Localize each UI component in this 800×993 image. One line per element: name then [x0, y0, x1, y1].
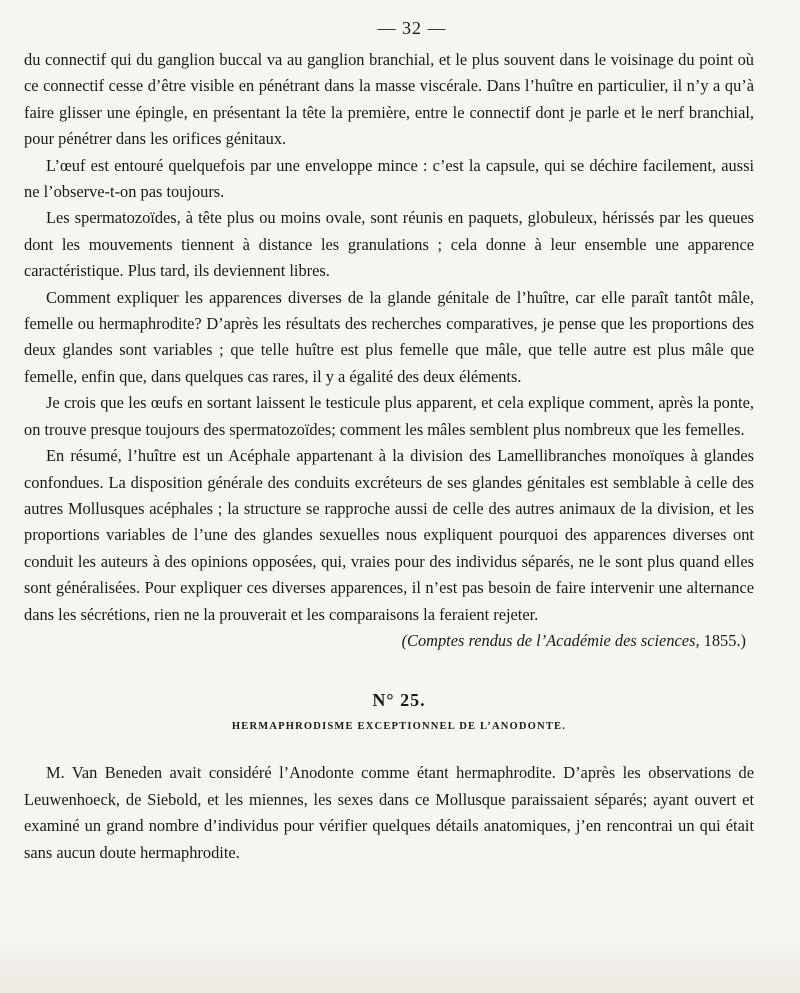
paragraph-gland-appearances: Comment expliquer les apparences diverses de la glande génitale de l’huître, car elle paraît tantôt mâle, femelle ou hermaphrodite? D’après les résultats des recherches comparatives, je pense que les proportions des deux glandes sont variables ; que telle huître est plus femelle que mâle, que telle autre est plus mâle que femelle, enfin que, dans quelques cas rares, il y a égalité des deux éléments.	[24, 287, 754, 386]
section-body: M. Van Beneden avait considéré l’Anodonte comme étant hermaphrodite. D’après les observations de Leuwenhoeck, de Siebold, et les miennes, les sexes dans ce Mollusque paraissaient séparés; ayant ouvert et examiné un grand nombre d’individus pour vérifier quelques détails anatomiques, j’en rencontrai un qui était sans aucun doute hermaphrodite.	[24, 763, 754, 862]
citation-year: 1855.)	[703, 630, 746, 650]
citation	[24, 628, 746, 654]
page-number: — 32 —	[377, 18, 447, 38]
document-page	[24, 18, 754, 866]
section-number: N° 25.	[372, 690, 426, 711]
page-bottom-shadow	[0, 933, 800, 993]
paragraph-egg-envelope: L’œuf est entouré quelquefois par une enveloppe mince : c’est la capsule, qui se déchire facilement, aussi ne l’observe-t-on pas toujours.	[24, 155, 754, 202]
paragraph-summary: En résumé, l’huître est un Acéphale appartenant à la division des Lamellibranches monoïques à glandes confondues. La disposition générale des conduits excréteurs de ses glandes génitales est semblable à celle des autres Mollusques acéphales ; la structure se rapproche aussi de celle des autres animaux de la division, et les proportions variables de l’une des glandes sexuelles nous expliquent pourquoi des apparences diverses ont conduit les auteurs à des opinions opposées, qui, vraies pour des individus séparés, ne le sont plus quand elles sont généralisées. Pour expliquer ces diverses apparences, il n’est pas besoin de faire intervenir une alternance dans les sécrétions, rien ne la prouverait et les comparaisons la feraient rejeter.	[24, 446, 754, 624]
section-title: HERMAPHRODISME EXCEPTIONNEL DE L’ANODONTE.	[231, 721, 567, 733]
paragraph-continuation: du connectif qui du ganglion buccal va au ganglion branchial, et le plus souvent dans le voisinage du point où ce connectif cesse d’être visible en pénétrant dans la masse viscérale. Dans l’huître en particulier, il n’y a qu’à faire glisser une épingle, en présentant la tête la première, entre le connectif dont je parle et le nerf branchial, pour pénétrer dans les orifices génitaux.	[24, 50, 754, 149]
paragraph-spermatozoa: Les spermatozoïdes, à tête plus ou moins ovale, sont réunis en paquets, globuleux, hérissés par les queues dont les mouvements tiennent à distance les granulations ; cela donne à leur ensemble une apparence caractéristique. Plus tard, ils deviennent libres.	[24, 208, 754, 281]
paragraph-eggs-testicle: Je crois que les œufs en sortant laissent le testicule plus apparent, et cela explique comment, après la ponte, on trouve presque toujours des spermatozoïdes; comment les mâles semblent plus nombreux que les femelles.	[24, 393, 754, 439]
citation-source: (Comptes rendus de l’Académie des sciences,	[401, 630, 700, 650]
